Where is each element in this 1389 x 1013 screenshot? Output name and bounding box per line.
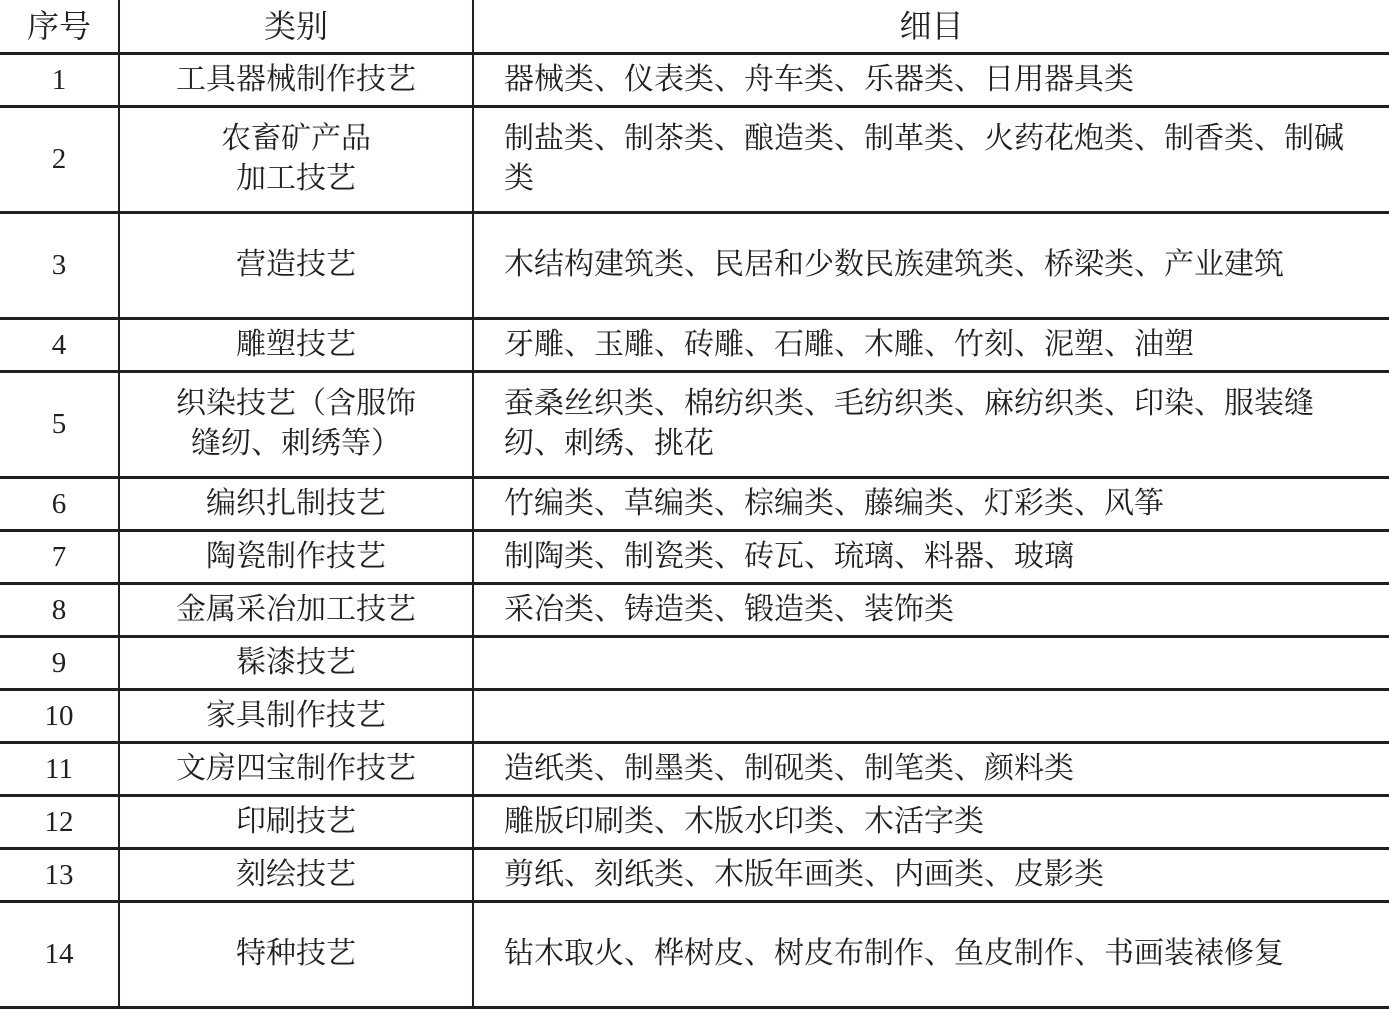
row-number: 14 <box>0 901 119 1007</box>
table-row <box>0 53 1389 106</box>
row-detail <box>473 636 1389 689</box>
row-number: 7 <box>0 530 119 583</box>
row-number: 4 <box>0 318 119 371</box>
table-body <box>0 53 1389 1007</box>
row-detail: 竹编类、草编类、棕编类、藤编类、灯彩类、风筝 <box>473 477 1389 530</box>
row-number: 10 <box>0 689 119 742</box>
category-line: 加工技艺 <box>236 161 356 196</box>
header-category: 类别 <box>119 0 473 53</box>
row-detail: 牙雕、玉雕、砖雕、石雕、木雕、竹刻、泥塑、油塑 <box>473 318 1389 371</box>
table-row <box>0 742 1389 795</box>
category-line: 髹漆技艺 <box>236 644 356 680</box>
table-row <box>0 689 1389 742</box>
category-line: 特种技艺 <box>236 936 356 971</box>
row-category <box>119 689 473 742</box>
row-number: 6 <box>0 477 119 530</box>
row-category <box>119 583 473 636</box>
table-row <box>0 636 1389 689</box>
header-detail: 细目 <box>473 0 1389 53</box>
row-category <box>119 742 473 795</box>
row-category <box>119 636 473 689</box>
row-category <box>119 848 473 901</box>
row-category <box>119 530 473 583</box>
table-row <box>0 583 1389 636</box>
row-number: 5 <box>0 371 119 477</box>
row-number: 12 <box>0 795 119 848</box>
row-number: 9 <box>0 636 119 689</box>
table-row <box>0 371 1389 477</box>
row-category <box>119 106 473 212</box>
category-line: 家具制作技艺 <box>206 697 386 733</box>
category-line: 缝纫、刺绣等） <box>191 426 401 461</box>
row-detail: 雕版印刷类、木版水印类、木活字类 <box>473 795 1389 848</box>
table-row <box>0 530 1389 583</box>
table-row <box>0 795 1389 848</box>
row-detail <box>473 689 1389 742</box>
row-number: 8 <box>0 583 119 636</box>
row-detail: 钻木取火、桦树皮、树皮布制作、鱼皮制作、书画装裱修复 <box>473 901 1389 1007</box>
category-line: 织染技艺（含服饰 <box>176 386 416 421</box>
row-detail: 制盐类、制茶类、酿造类、制革类、火药花炮类、制香类、制碱类 <box>473 106 1389 212</box>
row-number: 2 <box>0 106 119 212</box>
table-row <box>0 477 1389 530</box>
table-row <box>0 212 1389 318</box>
row-category <box>119 901 473 1007</box>
table-row <box>0 318 1389 371</box>
row-category <box>119 371 473 477</box>
row-detail: 造纸类、制墨类、制砚类、制笔类、颜料类 <box>473 742 1389 795</box>
row-detail: 剪纸、刻纸类、木版年画类、内画类、皮影类 <box>473 848 1389 901</box>
row-category <box>119 477 473 530</box>
row-category <box>119 318 473 371</box>
row-number: 3 <box>0 212 119 318</box>
row-category <box>119 53 473 106</box>
header-row <box>0 0 1389 53</box>
category-line: 陶瓷制作技艺 <box>206 538 386 574</box>
category-line: 工具器械制作技艺 <box>176 61 416 97</box>
category-line: 营造技艺 <box>236 247 356 282</box>
row-detail: 制陶类、制瓷类、砖瓦、琉璃、料器、玻璃 <box>473 530 1389 583</box>
table-row <box>0 106 1389 212</box>
row-category <box>119 212 473 318</box>
category-line: 文房四宝制作技艺 <box>176 750 416 786</box>
row-number: 13 <box>0 848 119 901</box>
row-number: 11 <box>0 742 119 795</box>
category-line: 农畜矿产品 <box>221 121 371 156</box>
table-row <box>0 848 1389 901</box>
category-line: 雕塑技艺 <box>236 326 356 362</box>
category-line: 编织扎制技艺 <box>206 485 386 521</box>
row-number: 1 <box>0 53 119 106</box>
header-no: 序号 <box>0 0 119 53</box>
row-detail: 木结构建筑类、民居和少数民族建筑类、桥梁类、产业建筑 <box>473 212 1389 318</box>
row-detail: 器械类、仪表类、舟车类、乐器类、日用器具类 <box>473 53 1389 106</box>
row-detail: 蚕桑丝织类、棉纺织类、毛纺织类、麻纺织类、印染、服装缝纫、刺绣、挑花 <box>473 371 1389 477</box>
category-line: 印刷技艺 <box>236 803 356 839</box>
category-line: 刻绘技艺 <box>236 856 356 892</box>
row-detail: 采冶类、铸造类、锻造类、装饰类 <box>473 583 1389 636</box>
row-category <box>119 795 473 848</box>
category-line: 金属采冶加工技艺 <box>176 591 416 627</box>
table-row <box>0 901 1389 1007</box>
